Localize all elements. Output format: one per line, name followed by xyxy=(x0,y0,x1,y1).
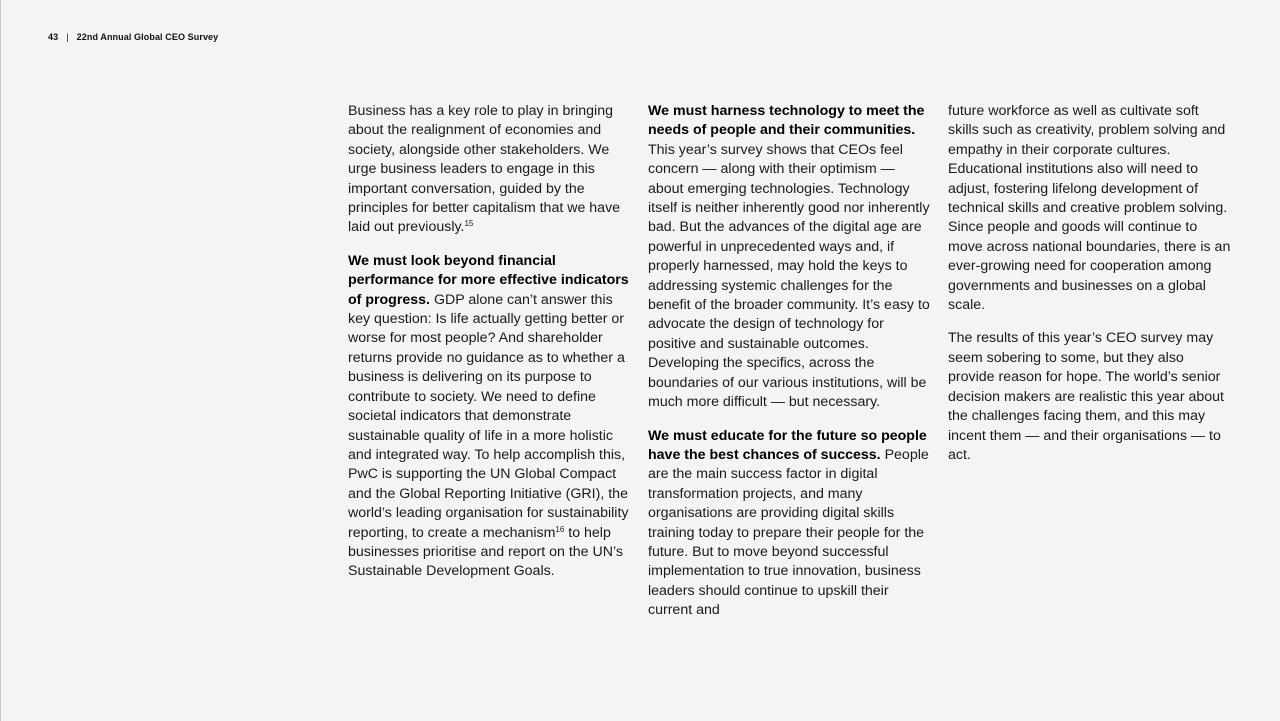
paragraph-text: future workforce as well as cultivate soft skills such as creativity, problem solving and empathy in their corporate cultures. Educational institutions also will need to adjust, fostering lifelong development of technical skills and creative problem solving. Since people and goods will continue to move across national boundaries, there is an ever-growing need for cooperation among governments and businesses on a global scale. xyxy=(948,103,1231,314)
page-number: 43 xyxy=(48,32,59,42)
page-edge-rule xyxy=(0,0,1,721)
text-column-1 xyxy=(348,102,632,596)
header-separator: | xyxy=(66,32,69,42)
paragraph-text: Business has a key role to play in bringing about the realignment of economies and society, alongside other stakeholders. We urge business leaders to engage in this important conversation, guided by the principles for better capitalism that we have laid out previously. xyxy=(348,103,621,236)
footnote-ref-16[interactable]: 16 xyxy=(555,524,565,534)
paragraph-text: This year’s survey shows that CEOs feel concern — along with their optimism — about emerging technologies. Technology itself is neither inherently good nor inherently bad. But the advances of the digital age are powerful in unprecedented ways and, if properly harnessed, may hold the keys to addressing systemic challenges for the benefit of the broader community. It’s easy to advocate the design of technology for positive and sustainable outcomes. Developing the specifics, across the boundaries of our various institutions, will be much more difficult — but necessary. xyxy=(648,141,930,411)
paragraph-lead: We must harness technology to meet the needs of people and their communities. xyxy=(648,103,925,139)
paragraph xyxy=(948,329,1232,465)
paragraph xyxy=(948,102,1232,315)
page-header xyxy=(48,32,218,42)
paragraph-text: GDP alone can’t answer this key question: Is life actually getting better or worse for most people? And shareholder returns provide no guidance as to whether a business is delivering on its purpose to contribute to society. We need to define societal indicators that demonstrate sustainable quality of life in a more holistic and integrated way. To help accomplish this, PwC is supporting the UN Global Compact and the Global Reporting Initiative (GRI), the world’s leading organisation for sustainability reporting, to create a mechanism xyxy=(348,291,629,541)
paragraph-text-continued: to help businesses prioritise and report on the UN’s Sustainable Development Goals. xyxy=(348,524,623,580)
paragraph xyxy=(648,427,932,621)
paragraph-lead: We must educate for the future so people have the best chances of success. xyxy=(648,427,927,463)
text-column-3 xyxy=(948,102,1232,479)
paragraph xyxy=(648,102,932,413)
paragraph-text: The results of this year’s CEO survey may seem sobering to some, but they also provide reason for hope. The world’s senior decision makers are realistic this year about the challenges facing them, and this may incent them — and their organisations — to act. xyxy=(948,330,1224,463)
paragraph xyxy=(348,102,632,238)
text-column-2 xyxy=(648,102,932,635)
paragraph-text: People are the main success factor in digital transformation projects, and many organisations are providing digital skills training today to prepare their people for the future. But to move beyond successful implementation to true innovation, business leaders should continue to upskill their current and xyxy=(648,446,929,619)
paragraph-lead: We must look beyond financial performance for more effective indicators of progress. xyxy=(348,252,629,308)
footnote-ref-15[interactable]: 15 xyxy=(464,219,474,229)
publication-title: 22nd Annual Global CEO Survey xyxy=(76,32,219,42)
paragraph xyxy=(348,252,632,582)
